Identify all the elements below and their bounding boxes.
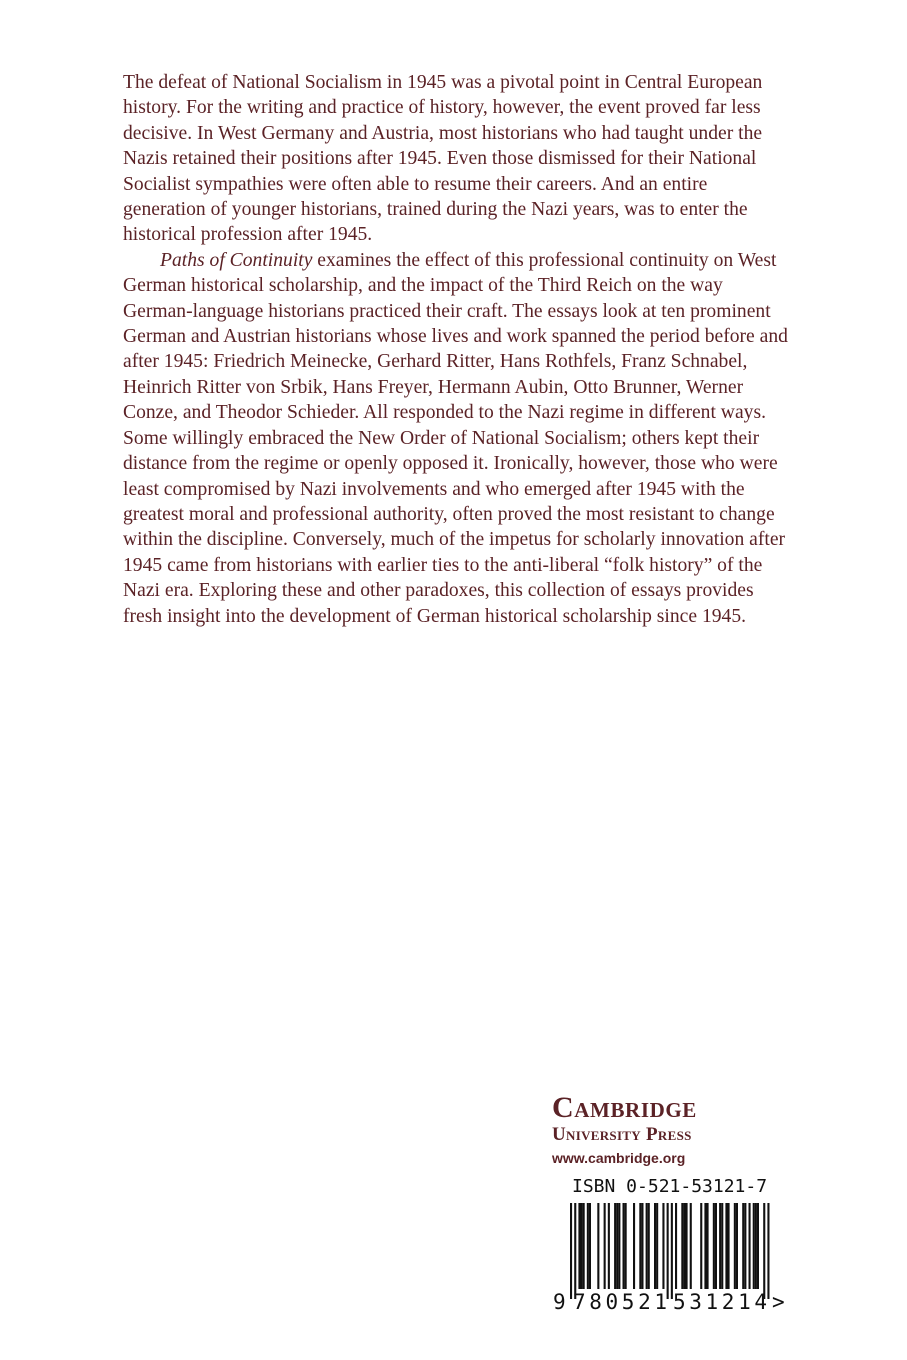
barcode-lead-digit: 9 (553, 1290, 566, 1313)
barcode-bar (618, 1203, 620, 1289)
barcode-bar (719, 1203, 721, 1289)
publisher-url: www.cambridge.org (552, 1150, 686, 1166)
barcode-guard-bar (671, 1203, 673, 1299)
blurb-paragraph-2 (123, 248, 793, 629)
barcode-bar (589, 1203, 591, 1289)
barcode-bar (686, 1203, 688, 1289)
barcode-bar (654, 1203, 656, 1289)
isbn-barcode (550, 1203, 790, 1313)
barcode-quiet-zone-mark: > (772, 1290, 785, 1313)
barcode-bar (744, 1203, 746, 1289)
barcode-right-digits: 531214 (673, 1290, 767, 1313)
barcode-bar (578, 1203, 580, 1289)
book-title: Paths of Continuity (160, 249, 313, 271)
barcode-bar (749, 1203, 751, 1289)
barcode-guard-bar (763, 1203, 765, 1299)
blurb-paragraph-1: The defeat of National Socialism in 1945 was a pivotal point in Central European history. For the writing and practice of history, however, the event proved far less decisive. In West Germany and Austria, most historians who had taught under the Nazis retained their positions after 1945. Even those dismissed for their National Socialist sympathies were often able to resume their careers. And an entire generation of younger historians, trained during the Nazi years, was to enter the historical profession after 1945. (123, 72, 763, 246)
barcode-bar (581, 1203, 583, 1289)
publisher-name: Cambridge (552, 1091, 697, 1124)
blurb-paragraph-2-text: examines the effect of this professional continuity on West German historical scholarship, and the impact of the Third Reich on the way German-language historians practiced their craft. The essays look at ten prominent German and Austrian historians whose lives and work spanned the period before and after 1945: Friedrich Meinecke, Gerhard Ritter, Hans Rothfels, Franz Schnabel, Heinrich Ritter von Srbik, Hans Freyer, Hermann Aubin, Otto Brunner, Werner Conze, and Theodor Schieder. All responded to the Nazi regime in different ways. Some willingly embraced the New Order of National Socialism; others kept their distance from the regime or openly opposed it. Ironically, however, those who were least compromised by Nazi involvements and who emerged after 1945 with the greatest moral and professional authority, often proved the most resistant to change within the discipline. Conversely, much of the impetus for scholarly innovation after 1945 came from historians with earlier ties to the anti-liberal “folk history” of the Nazi era. Exploring these and other paradoxes, this collection of essays provides fresh insight into the development of German historical scholarship since 1945. (123, 249, 788, 627)
barcode-bar (681, 1203, 683, 1289)
barcode-bar (623, 1203, 625, 1289)
barcode-bar (725, 1203, 727, 1289)
barcode-bar (648, 1203, 650, 1289)
barcode-bar (604, 1203, 606, 1289)
barcode-bar (728, 1203, 730, 1289)
barcode-bar (690, 1203, 692, 1289)
barcode-bar (700, 1203, 702, 1289)
barcode-bar (587, 1203, 589, 1289)
back-cover-blurb (123, 70, 793, 629)
barcode-bar (641, 1203, 643, 1289)
barcode-bar (734, 1203, 736, 1289)
barcode-guard-bar (574, 1203, 576, 1299)
barcode-bar (757, 1203, 759, 1289)
isbn-label: ISBN 0-521-53121-7 (572, 1176, 768, 1197)
barcode-bar (639, 1203, 641, 1289)
barcode-guard-bar (767, 1203, 769, 1299)
barcode-bar (755, 1203, 757, 1289)
barcode-bar (625, 1203, 627, 1289)
barcode-bar (597, 1203, 599, 1289)
barcode-bar (662, 1203, 664, 1289)
publisher-block (552, 1092, 792, 1169)
barcode-bars (570, 1203, 770, 1299)
barcode-bar (675, 1203, 677, 1289)
barcode-bar (646, 1203, 648, 1289)
barcode-bar (616, 1203, 618, 1289)
barcode-bar (715, 1203, 717, 1289)
barcode-bar (742, 1203, 744, 1289)
barcode-bar (736, 1203, 738, 1289)
barcode-guard-bar (667, 1203, 669, 1299)
barcode-guard-bar (570, 1203, 572, 1299)
publisher-subtitle: University Press (552, 1124, 692, 1145)
barcode-bar (683, 1203, 685, 1289)
barcode-bar (753, 1203, 755, 1289)
barcode-bar (721, 1203, 723, 1289)
barcode-bar (583, 1203, 585, 1289)
barcode-bar (707, 1203, 709, 1289)
barcode-left-digits: 780521 (573, 1290, 667, 1313)
barcode-bar (608, 1203, 610, 1289)
barcode-bar (614, 1203, 616, 1289)
barcode-bar (704, 1203, 706, 1289)
barcode-bar (656, 1203, 658, 1289)
barcode-bar (713, 1203, 715, 1289)
barcode-bar (633, 1203, 635, 1289)
